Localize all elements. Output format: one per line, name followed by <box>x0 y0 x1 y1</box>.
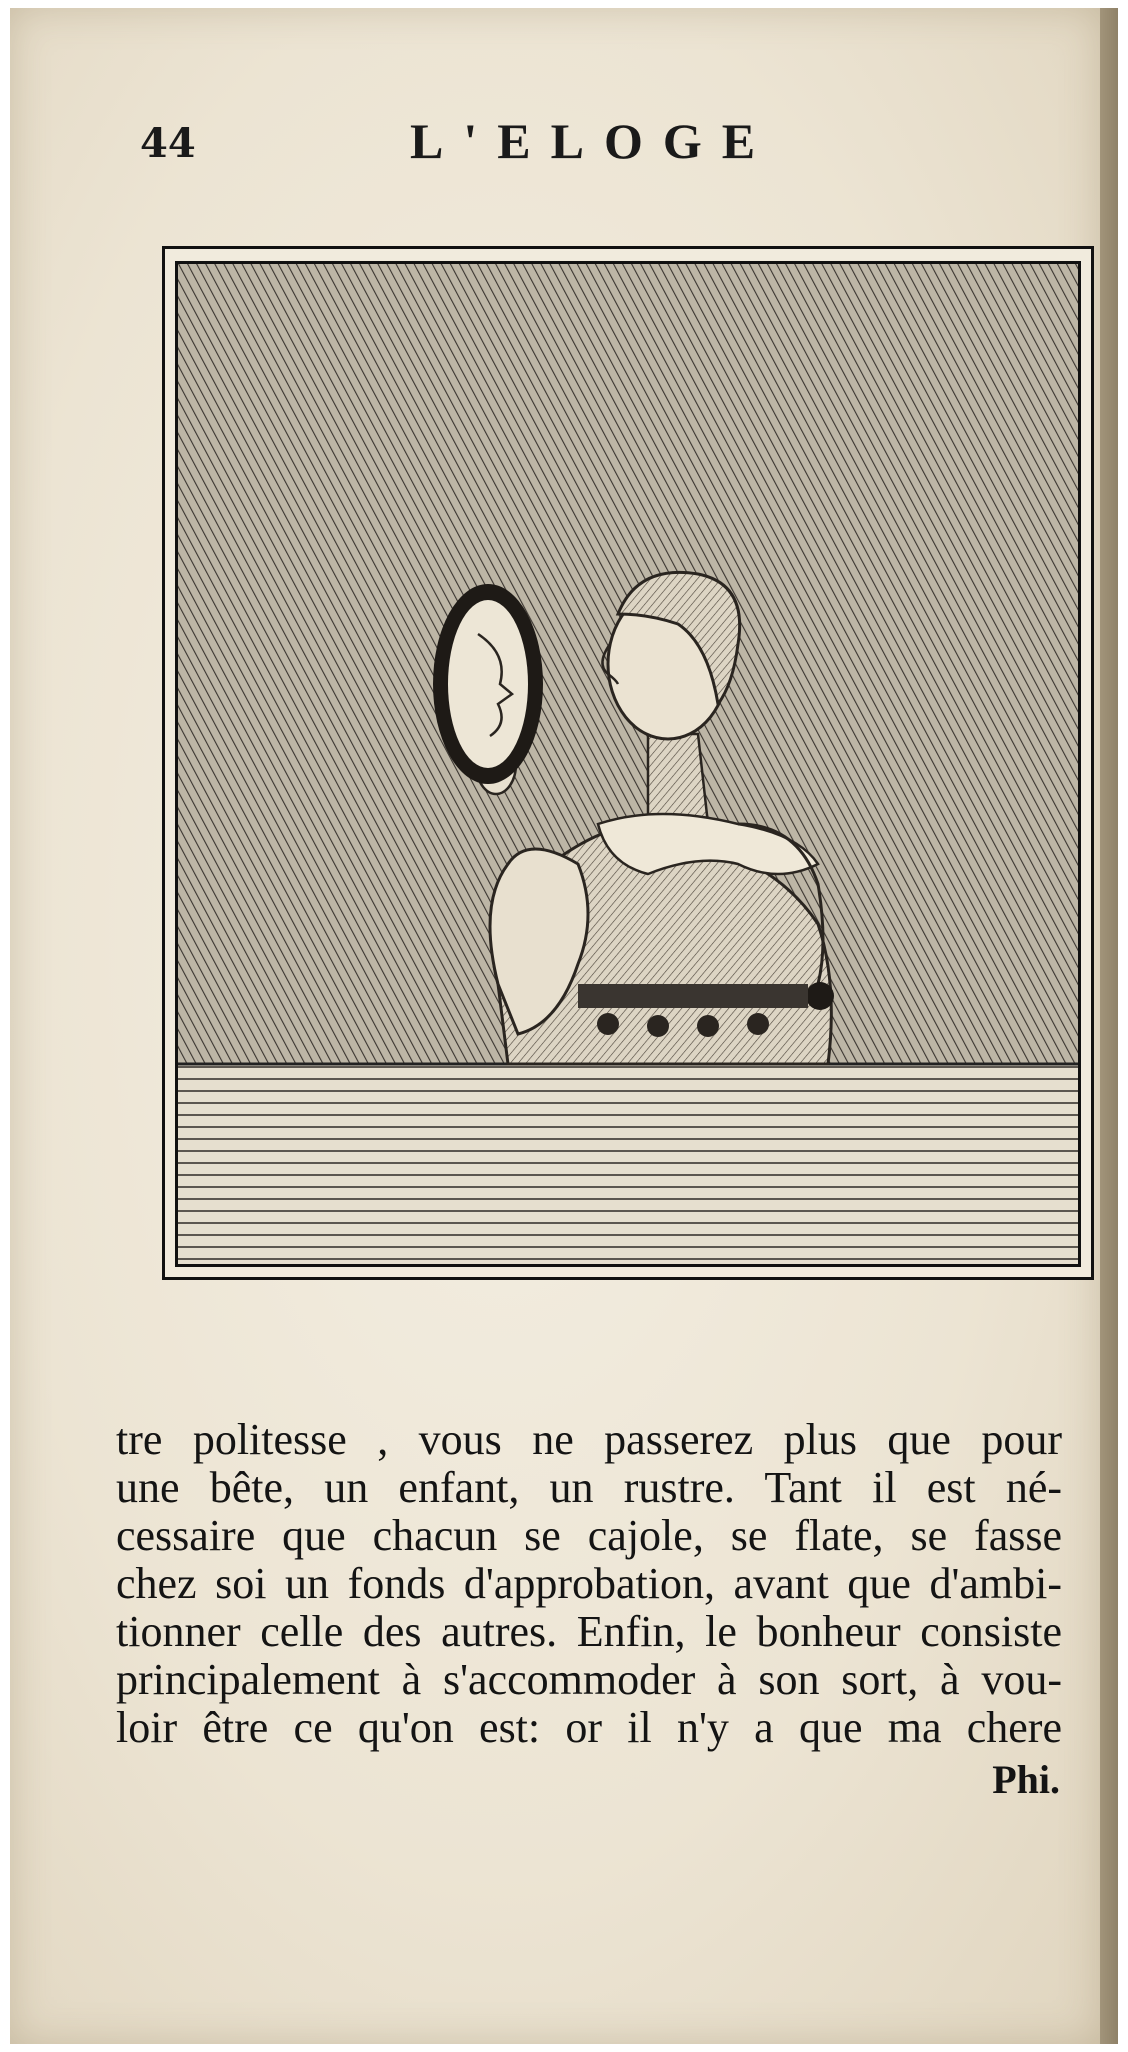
body-line-5: tionner celle des autres. Enfin, le bonheur consiste <box>116 1607 1062 1656</box>
body-line-2: une bête, un enfant, un rustre. Tant il est né- <box>116 1463 1062 1512</box>
body-line-3: cessaire que chacun se cajole, se flate, se fasse <box>116 1511 1062 1560</box>
floor-band <box>178 1064 1078 1264</box>
mirror-glass <box>448 600 528 768</box>
engraving-plate <box>162 246 1094 1280</box>
engraving-illustration <box>178 264 1078 1264</box>
body-line-4: chez soi un fonds d'approbation, avant que d'ambi- <box>116 1559 1062 1608</box>
body-line-6: principalement à s'accommoder à son sort, à vou- <box>116 1655 1062 1704</box>
body-line-1: tre politesse , vous ne passerez plus que pour <box>116 1415 1062 1464</box>
jester-bell <box>806 982 834 1010</box>
body-line-7: loir être ce qu'on est: or il n'y a que ma chere <box>116 1703 1062 1752</box>
fool-belt <box>578 984 808 1008</box>
engraving-inner-frame <box>175 261 1081 1267</box>
catchword: Phi. <box>992 1757 1060 1802</box>
page-number: 44 <box>140 120 196 167</box>
body-text <box>116 1416 1062 1752</box>
running-title: L'ELOGE <box>410 113 776 169</box>
